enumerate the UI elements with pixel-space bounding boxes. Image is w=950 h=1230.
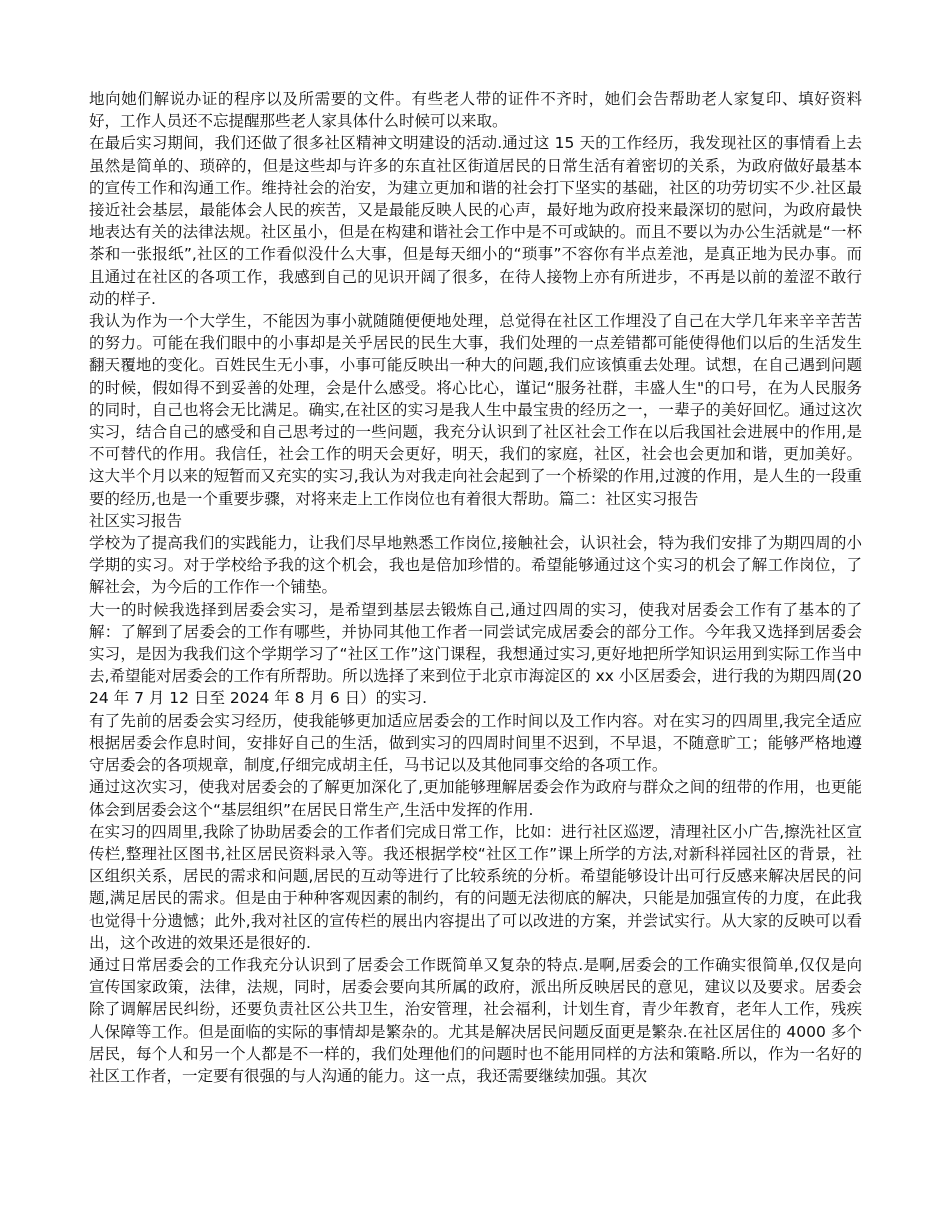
paragraph-school-purpose: 学校为了提高我们的实践能力，让我们尽早地熟悉工作岗位,接触社会，认识社会，特为我们安排了为期四周的小学期的实习。对于学校给予我的这个机会，我也是倍加珍惜的。希望能够通过这个实习的机会了解工作岗位，了解社会，为今后的工作作一个铺垫。 [89, 534, 862, 597]
paragraph-choice: 大一的时候我选择到居委会实习，是希望到基层去锻炼自己,通过四周的实习，使我对居委会工作有了基本的了解：了解到了居委会的工作有哪些，并协同其他工作者一同尝试完成居委会的部分工作。今年我又选择到居委会实习，是因为我我们这个学期学习了“社区工作”这门课程，我想通过实习,更好地把所学知识运用到实际工作当中去,希望能对居委会的工作有所帮助。所以选择了来到位于北京市海淀区的 xx 小区居委会，进行我的为期四周(2024 年 7 月 12 日至 2024 年 8 月 6 日）的实习. [89, 600, 862, 708]
document-body [89, 88, 862, 1087]
paragraph-experience: 有了先前的居委会实习经历，使我能够更加适应居委会的工作时间以及工作内容。对在实习的四周里,我完全适应根据居委会作息时间，安排好自己的生活，做到实习的四周时间里不迟到，不早退，不随意旷工；能够严格地遵守居委会的各项规章，制度,仔细完成胡主任，马书记以及其他同事交给的各项工作。 [89, 711, 862, 775]
section-heading: 社区实习报告 [89, 511, 183, 530]
paragraph-work-tasks: 在实习的四周里,我除了协助居委会的工作者们完成日常工作，比如：进行社区巡逻，清理社区小广告,擦洗社区宣传栏,整理社区图书,社区居民资料录入等。我还根据学校“社区工作”课上所学的方法,对新科祥园社区的背景，社区组织关系，居民的需求和问题,居民的互动等进行了比较系统的分析。希望能够设计出可行反感来解决居民的问题,满足居民的需求。但是由于种种客观因素的制约，有的问题无法彻底的解决，只能是加强宣传的力度，在此我也觉得十分遗憾；此外,我对社区的宣传栏的展出内容提出了可以改进的方案，并尝试实行。从大家的反映可以看出，这个改进的效果还是很好的. [89, 822, 862, 952]
paragraph-reflection: 我认为作为一个大学生，不能因为事小就随随便便地处理，总觉得在社区工作埋没了自己在大学几年来辛辛苦苦的努力。可能在我们眼中的小事却是关乎居民的民生大事，我们处理的一点差错都可能使得他们以后的生活发生翻天覆地的变化。百姓民生无小事，小事可能反映出一种大的问题,我们应该慎重去处理。试想，在自己遇到问题的时候，假如得不到妥善的处理，会是什么感受。将心比心，谨记“服务社群，丰盛人生"的口号，在为人民服务的同时，自己也将会无比满足。确实,在社区的实习是我人生中最宝贵的经历之一，一辈子的美好回忆。通过这次实习，结合自己的感受和自己思考过的一些问题，我充分认识到了社区社会工作在以后我国社会进展中的作用,是不可替代的作用。我信任，社会工作的明天会更好，明天，我们的家庭，社区，社会也会更加和谐，更加美好。这大半个月以来的短暂而又充实的实习,我认为对我走向社会起到了一个桥梁的作用,过渡的作用，是人生的一段重要的经历,也是一个重要步骤，对将来走上工作岗位也有着很大帮助。篇二：社区实习报告 [89, 312, 862, 508]
paragraph-final-period: 在最后实习期间，我们还做了很多社区精神文明建设的活动.通过这 15 天的工作经历，我发现社区的事情看上去虽然是简单的、琐碎的，但是这些却与许多的东直社区街道居民的日常生活有着密切的关系，为政府做好最基本的宣传工作和沟通工作。维持社会的治安，为建立更加和谐的社会打下坚实的基础，社区的功劳切实不少.社区最接近社会基层，最能体会人民的疾苦，又是最能反映人民的心声，最好地为政府投来最深切的慰问，为政府最快地表达有关的法律法规。社区虽小，但是在构建和谐社会工作中是不可或缺的。而且不要以为办公生活就是“一杯茶和一张报纸”,社区的工作看似没什么大事，但是每天细小的“琐事”不容你有半点差池，是真正地为民办事。而且通过在社区的各项工作，我感到自己的见识开阔了很多，在待人接物上亦有所进步，不再是以前的羞涩不敢行动的样子. [89, 134, 862, 308]
paragraph-service-intro: 地向她们解说办证的程序以及所需要的文件。有些老人带的证件不齐时，她们会告帮助老人家复印、填好资料好，工作人员还不忘提醒那些老人家具体什么时候可以来取。 [89, 90, 862, 131]
paragraph-understanding: 通过这次实习，使我对居委会的了解更加深化了,更加能够理解居委会作为政府与群众之间的纽带的作用，也更能体会到居委会这个“基层组织”在居民日常生产,生活中发挥的作用. [89, 778, 862, 819]
paragraph-conclusion: 通过日常居委会的工作我充分认识到了居委会工作既简单又复杂的特点.是啊,居委会的工作确实很简单,仅仅是向宣传国家政策，法律，法规，同时，居委会要向其所属的政府，派出所反映居民的意见，建议以及要求。居委会除了调解居民纠纷，还要负责社区公共卫生，治安管理，社会福利，计划生育，青少年教育，老年人工作，残疾人保障等工作。但是面临的实际的事情却是繁杂的。尤其是解决居民问题反面更是繁杂.在社区居住的 4000 多个居民，每个人和另一个人都是不一样的，我们处理他们的问题时也不能用同样的方法和策略.所以，作为一名好的社区工作者，一定要有很强的与人沟通的能力。这一点，我还需要继续加强。其次 [89, 955, 862, 1085]
